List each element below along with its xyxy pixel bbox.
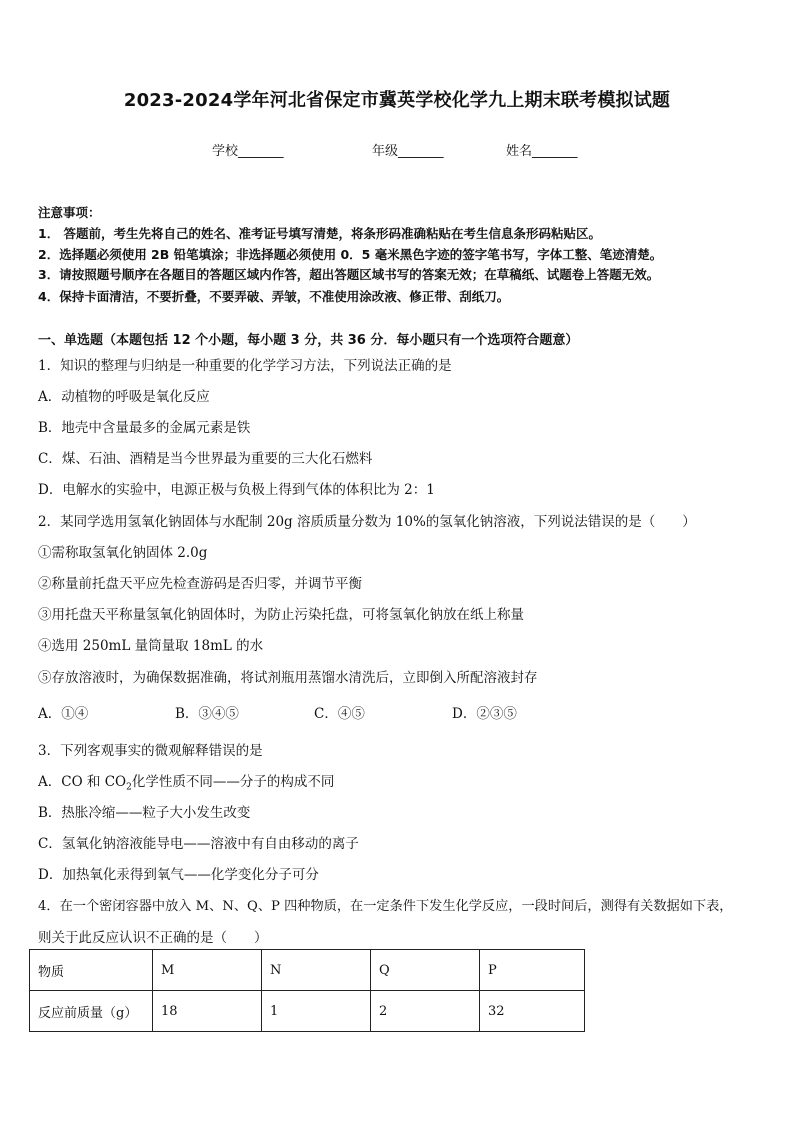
table-cell: 32 bbox=[480, 991, 585, 1032]
q1-option-b: B．地壳中含量最多的金属元素是铁 bbox=[38, 420, 251, 436]
table-row bbox=[30, 991, 585, 1032]
q2-option-d: D．②③⑤ bbox=[452, 706, 517, 722]
table-cell: 18 bbox=[153, 991, 262, 1032]
q3-option-d: D．加热氧化汞得到氧气——化学变化分子可分 bbox=[38, 867, 319, 883]
table-header-cell: M bbox=[153, 950, 262, 991]
q3-option-b: B．热胀冷缩——粒子大小发生改变 bbox=[38, 805, 251, 821]
q3-option-c: C．氢氧化钠溶液能导电——溶液中有自由移动的离子 bbox=[38, 836, 359, 852]
table-cell: 反应前质量（g） bbox=[30, 991, 153, 1032]
q1-option-d: D．电解水的实验中，电源正极与负极上得到气体的体积比为 2：1 bbox=[38, 482, 435, 498]
q2-option-b: B．③④⑤ bbox=[175, 706, 239, 722]
q3-option-a-subscript: 2 bbox=[126, 782, 132, 793]
q2-statement-1: ①需称取氢氧化钠固体 2.0g bbox=[38, 545, 208, 561]
q4-stem-line1: 4．在一个密闭容器中放入 M、N、Q、P 四种物质，在一定条件下发生化学反应，一段时间后，测得有关数据如下表， bbox=[38, 899, 733, 914]
note-item: 1． 答题前，考生先将自己的姓名、准考证号填写清楚，将条形码准确粘贴在考生信息条形码粘贴区。 bbox=[38, 226, 602, 241]
note-item: 4．保持卡面清洁，不要折叠，不要弄破、弄皱，不准使用涂改液、修正带、刮纸刀。 bbox=[38, 289, 510, 304]
q3-option-a bbox=[38, 770, 334, 793]
table-header-cell: P bbox=[480, 950, 585, 991]
q2-option-c: C．④⑤ bbox=[314, 706, 365, 722]
table-row bbox=[30, 950, 585, 991]
notes-heading: 注意事项： bbox=[38, 205, 101, 220]
name-field: 姓名_______ bbox=[506, 144, 578, 159]
grade-field: 年级_______ bbox=[372, 144, 444, 159]
q1-option-c: C．煤、石油、酒精是当今世界最为重要的三大化石燃料 bbox=[38, 451, 373, 467]
q3-option-a-text: A．CO 和 CO bbox=[38, 774, 127, 790]
table-header-cell: 物质 bbox=[30, 950, 153, 991]
q2-statement-5: ⑤存放溶液时，为确保数据准确，将试剂瓶用蒸馏水清洗后，立即倒入所配溶液封存 bbox=[38, 670, 538, 686]
q1-stem: 1．知识的整理与归纳是一种重要的化学学习方法，下列说法正确的是 bbox=[38, 358, 452, 374]
q2-statement-2: ②称量前托盘天平应先检查游码是否归零，并调节平衡 bbox=[38, 576, 362, 592]
exam-title: 2023-2024学年河北省保定市冀英学校化学九上期末联考模拟试题 bbox=[123, 90, 671, 111]
q2-option-a: A．①④ bbox=[38, 706, 89, 722]
table-header-cell: N bbox=[262, 950, 371, 991]
table-cell: 1 bbox=[262, 991, 371, 1032]
q3-option-a-text-end: 化学性质不同——分子的构成不同 bbox=[131, 774, 335, 790]
q2-statement-4: ④选用 250mL 量筒量取 18mL 的水 bbox=[38, 638, 264, 654]
table-cell: 2 bbox=[371, 991, 480, 1032]
table-header-cell: Q bbox=[371, 950, 480, 991]
q4-stem-line2: 则关于此反应认识不正确的是（ ） bbox=[38, 930, 268, 946]
note-item: 3．请按照题号顺序在各题目的答题区域内作答，超出答题区域书写的答案无效；在草稿纸、试题卷上答题无效。 bbox=[38, 267, 660, 282]
q3-stem: 3．下列客观事实的微观解释错误的是 bbox=[38, 743, 263, 759]
section-heading: 一、单选题（本题包括 12 个小题，每小题 3 分，共 36 分．每小题只有一个选项符合题意） bbox=[38, 333, 579, 348]
school-field: 学校_______ bbox=[212, 144, 284, 159]
q2-statement-3: ③用托盘天平称量氢氧化钠固体时，为防止污染托盘，可将氢氧化钠放在纸上称量 bbox=[38, 607, 524, 623]
note-item: 2．选择题必须使用 2B 铅笔填涂；非选择题必须使用 0．5 毫米黑色字迹的签字笔书写，字体工整、笔迹清楚。 bbox=[38, 247, 663, 262]
q1-option-a: A．动植物的呼吸是氧化反应 bbox=[38, 389, 210, 405]
q4-data-table bbox=[29, 949, 585, 1032]
q2-stem: 2．某同学选用氢氧化钠固体与水配制 20g 溶质质量分数为 10%的氢氧化钠溶液，下列说法错误的是（ ） bbox=[38, 514, 696, 530]
